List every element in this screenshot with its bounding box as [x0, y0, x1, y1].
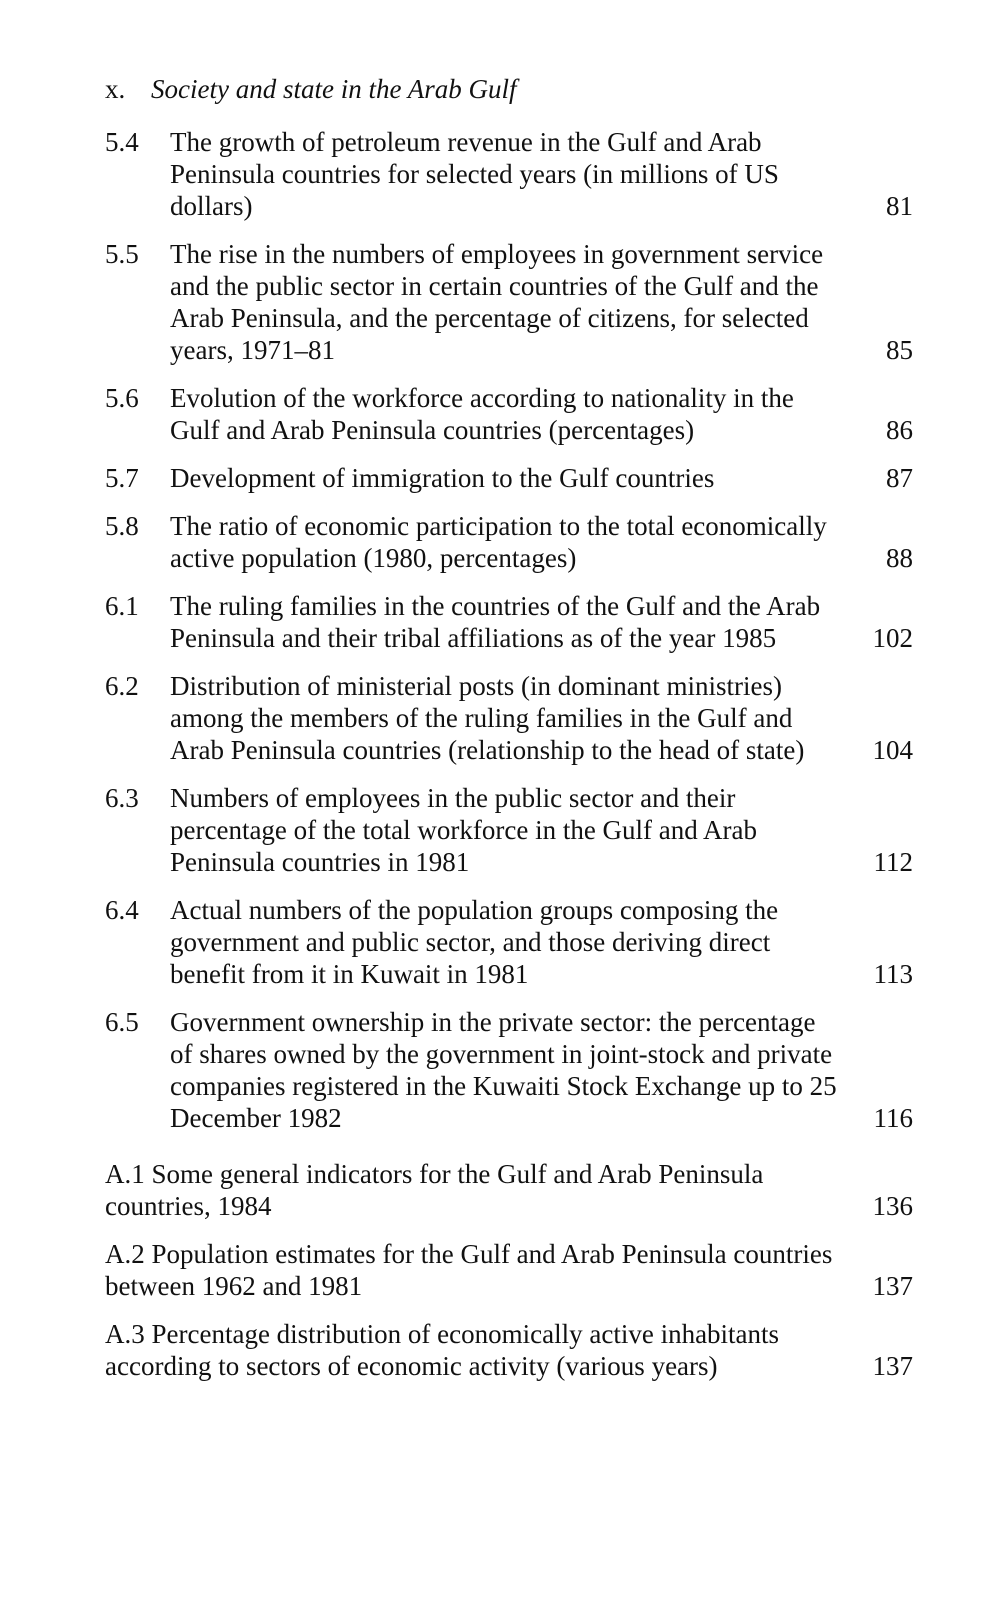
entry-title: The ruling families in the countries of the Gulf and the Arab Peninsula and their tribal affiliations as of the year 1985 [170, 591, 821, 653]
list-item-5-8 [105, 510, 913, 574]
entry-title [105, 1238, 840, 1302]
list-item-a-2 [105, 1238, 913, 1302]
entry-page: 87 [886, 463, 913, 493]
entry-number: 6.1 [105, 591, 139, 621]
entry-title: Actual numbers of the population groups composing the government and public sector, and those deriving direct benefit from it in Kuwait in 1981 [170, 895, 779, 989]
entry-number: 5.5 [105, 239, 139, 269]
entry-title: Government ownership in the private sector: the percentage of shares owned by the government in joint-stock and private companies registered in the Kuwaiti Stock Exchange up to 25 December 1982 [170, 1007, 837, 1133]
page-folio: x. [105, 74, 126, 104]
entry-number: 5.6 [105, 383, 139, 413]
book-title: Society and state in the Arab Gulf [151, 74, 517, 104]
entry-number: 5.4 [105, 127, 139, 157]
entry-page: 116 [873, 1103, 913, 1133]
entry-text: Population estimates for the Gulf and Arab Peninsula countries between 1962 and 1981 [105, 1239, 833, 1301]
entry-title: The growth of petroleum revenue in the Gulf and Arab Peninsula countries for selected years (in millions of US dollars) [170, 127, 779, 221]
entry-page: 86 [886, 415, 913, 445]
entry-number: 6.4 [105, 895, 139, 925]
list-item-a-1 [105, 1158, 913, 1222]
entry-number: 5.8 [105, 511, 139, 541]
running-head [105, 74, 913, 126]
entry-page: 112 [873, 847, 913, 877]
entry-page: 104 [872, 735, 913, 765]
entry-title: The ratio of economic participation to the total economically active population (1980, percentages) [170, 511, 827, 573]
entry-page: 102 [872, 623, 913, 653]
entry-number: 6.2 [105, 671, 139, 701]
entry-title: The rise in the numbers of employees in government service and the public sector in certain countries of the Gulf and the Arab Peninsula, and the percentage of citizens, for selected years, 1971–81 [170, 239, 824, 365]
list-item-5-6 [105, 382, 913, 446]
list-item-6-3 [105, 782, 913, 878]
list-item-6-1 [105, 590, 913, 654]
entry-page: 88 [886, 543, 913, 573]
entry-title: Development of immigration to the Gulf countries [170, 463, 715, 493]
entry-title: Evolution of the workforce according to nationality in the Gulf and Arab Peninsula countries (percentages) [170, 383, 794, 445]
list-item-a-3 [105, 1318, 913, 1382]
entry-number: 6.3 [105, 783, 139, 813]
list-item-5-5 [105, 238, 913, 366]
table-list [105, 126, 913, 1134]
list-item-5-4 [105, 126, 913, 222]
document-page [105, 74, 913, 1398]
entry-number: A.2 [105, 1239, 145, 1269]
entry-page: 136 [872, 1191, 913, 1221]
list-item-6-4 [105, 894, 913, 990]
entry-page: 81 [886, 191, 913, 221]
entry-number: 6.5 [105, 1007, 139, 1037]
entry-number: A.1 [105, 1159, 145, 1189]
entry-number: A.3 [105, 1319, 145, 1349]
list-item-6-5 [105, 1006, 913, 1134]
entry-page: 85 [886, 335, 913, 365]
entry-page: 137 [872, 1351, 913, 1381]
entry-page: 113 [873, 959, 913, 989]
entry-page: 137 [872, 1271, 913, 1301]
entry-title [105, 1318, 840, 1382]
appendix-table-list [105, 1158, 913, 1382]
list-item-5-7 [105, 462, 913, 494]
entry-title: Numbers of employees in the public sector and their percentage of the total workforce in the Gulf and Arab Peninsula countries in 1981 [170, 783, 758, 877]
list-item-6-2 [105, 670, 913, 766]
entry-number: 5.7 [105, 463, 139, 493]
entry-text: Percentage distribution of economically active inhabitants according to sectors of economic activity (various years) [105, 1319, 780, 1381]
entry-title: Distribution of ministerial posts (in dominant ministries) among the members of the ruling families in the Gulf and Arab Peninsula countries (relationship to the head of state) [170, 671, 805, 765]
entry-text: Some general indicators for the Gulf and Arab Peninsula countries, 1984 [105, 1159, 764, 1221]
entry-title [105, 1158, 840, 1222]
